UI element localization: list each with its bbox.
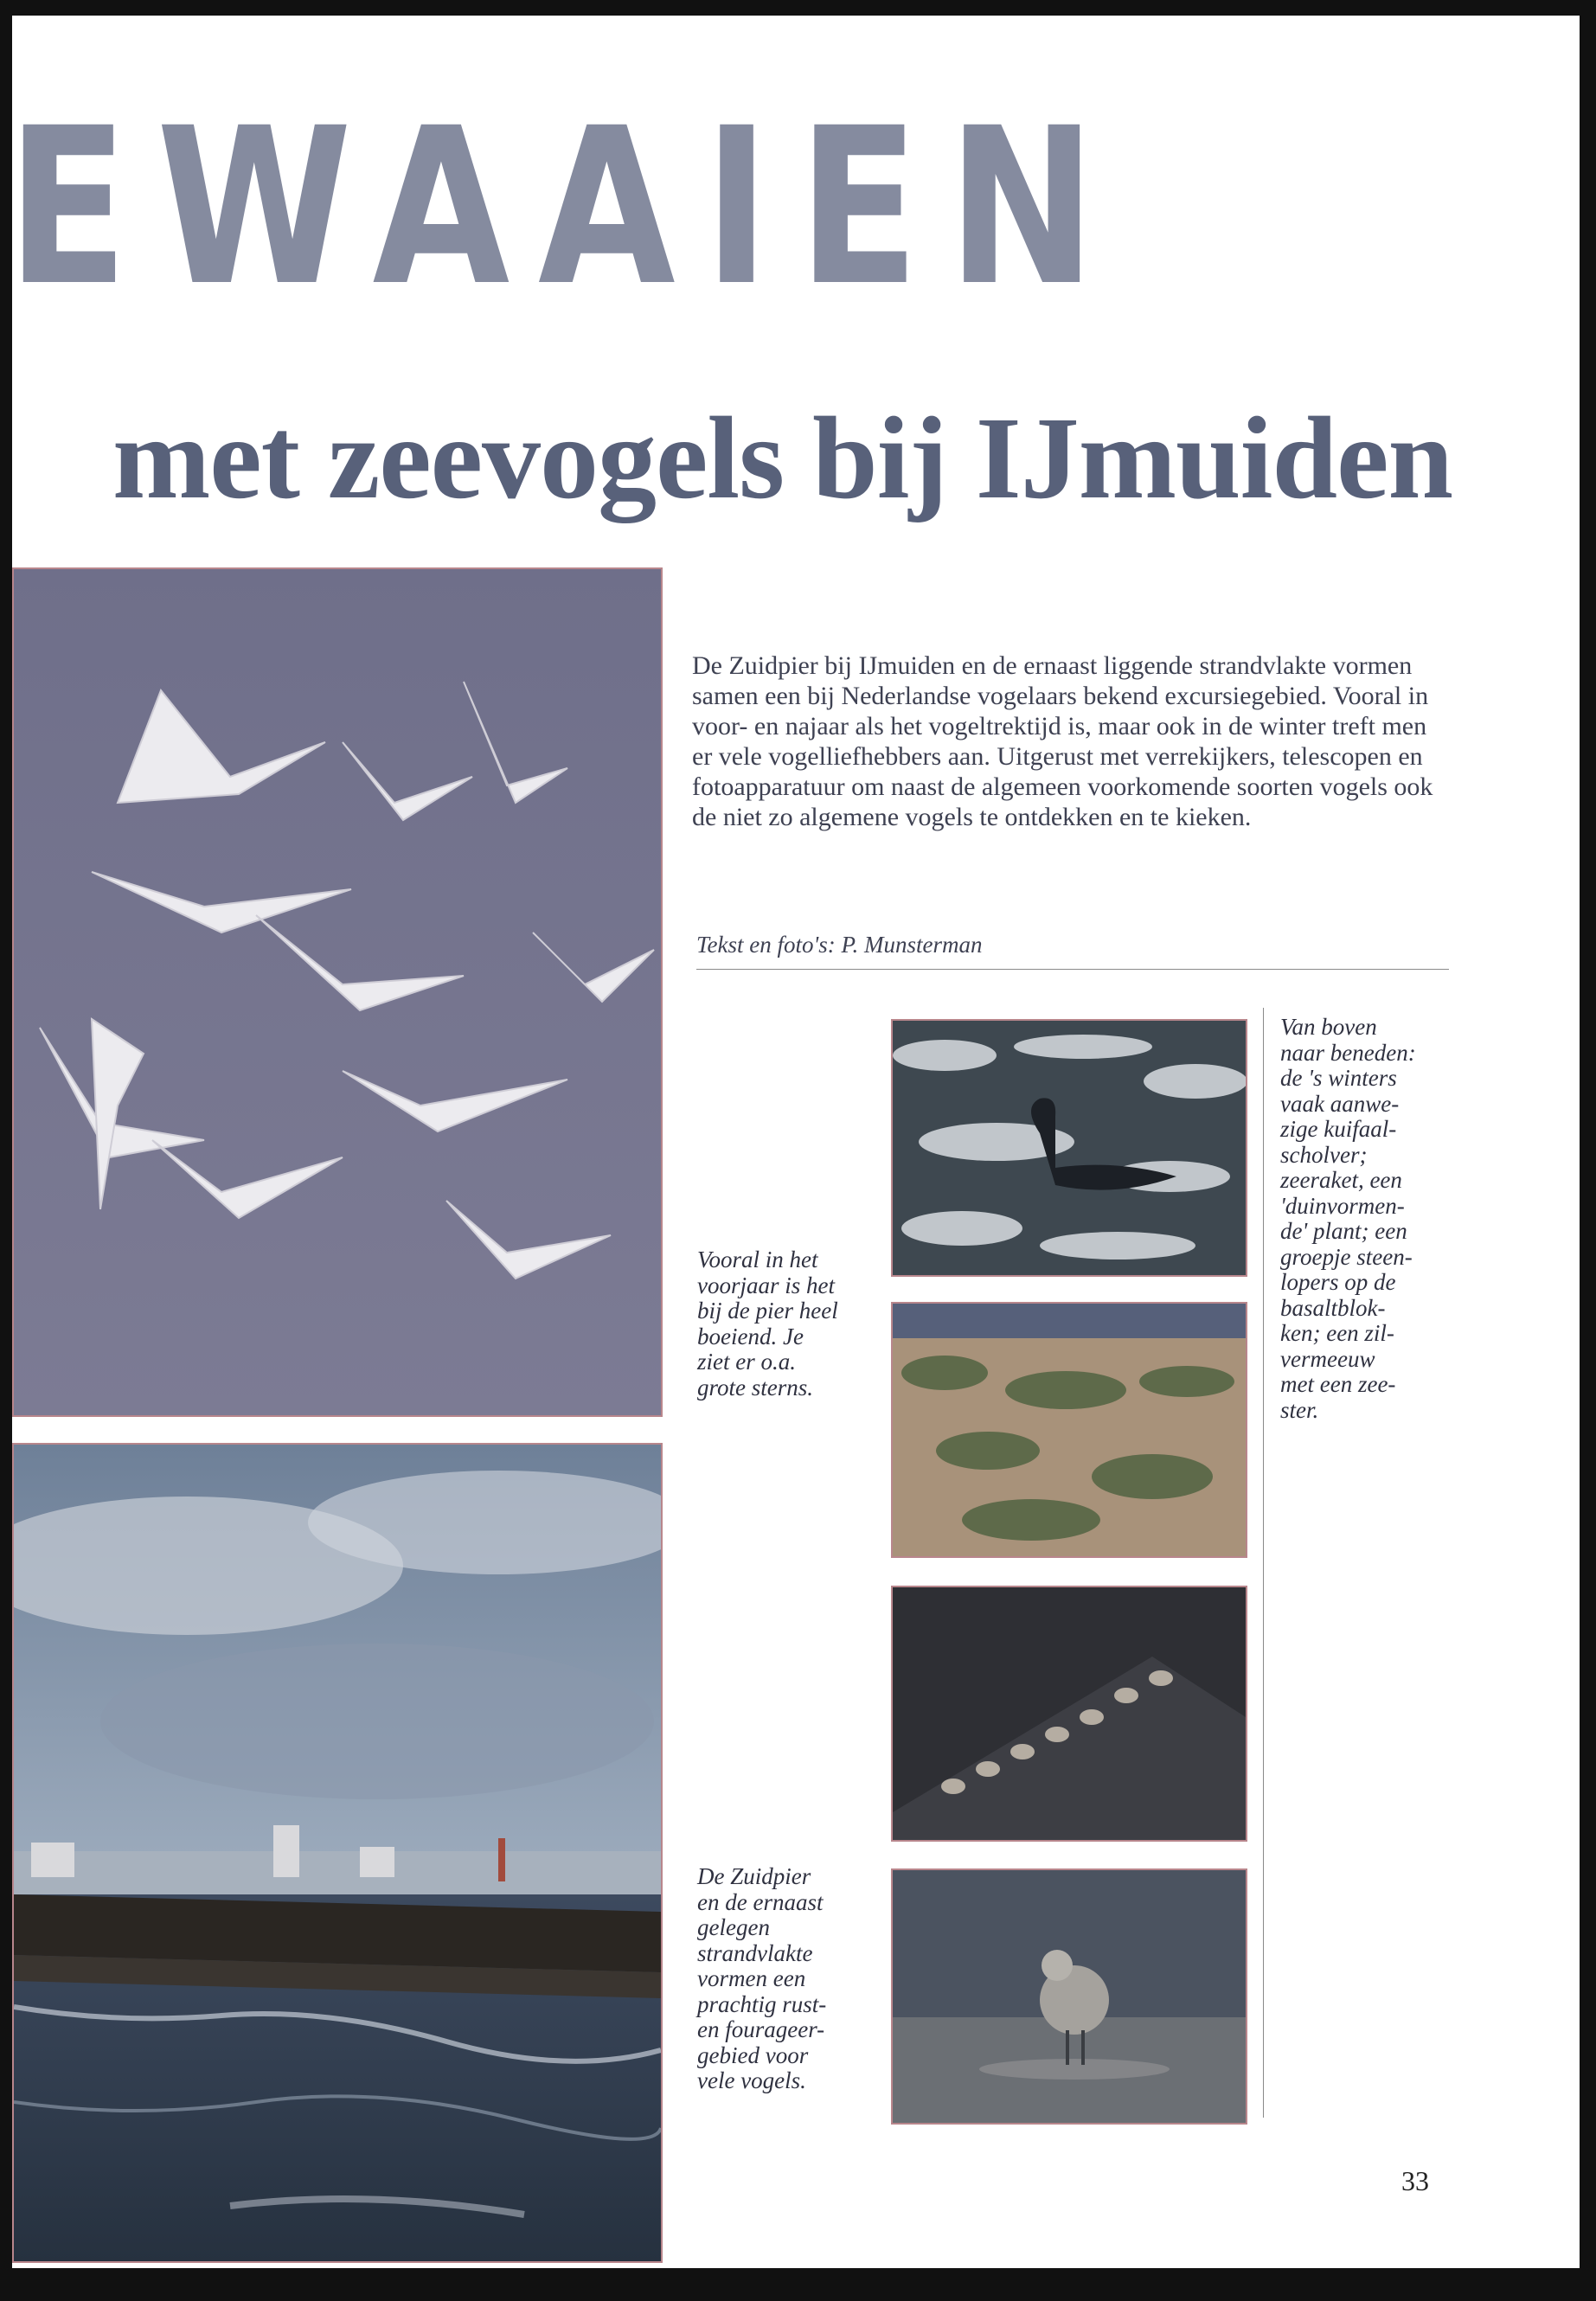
intro-paragraph: De Zuidpier bij IJmuiden en de ernaast liggende strandvlakte vormen samen een bij Nederlandse vogelaars bekend excursiegebied. Vooral in voor- en najaar als het vogeltrektijd is, maar ook in de winter treft men er vele vogelliefhebbers aan. Uitgerust met verrekijkers, telescopen en fotoapparatuur om naast de algemeen voorkomende soorten vogels ook de niet zo algemene vogels te ontdekken en te kieken.	[692, 651, 1433, 831]
caption-right: Van boven naar beneden: de 's winters vaak aanwe- zige kuifaal- scholver; zeeraket, een 'duinvormen- de' plant; een groepje steen- lopers op de basaltblok- ken; een zil- vermeeuw met een zee- ster.	[1280, 1014, 1416, 1423]
photo-dune-plant	[891, 1302, 1247, 1558]
caption-terns: Vooral in het voorjaar is het bij de pier heel boeiend. Je ziet er o.a. grote sterns.	[697, 1247, 838, 1400]
page-number: 33	[1401, 2165, 1429, 2196]
caption-pier: De Zuidpier en de ernaast gelegen strandvlakte vormen een prachtig rust- en fourageer- gebied voor vele vogels.	[697, 1863, 827, 2093]
photo-turnstones	[891, 1586, 1247, 1842]
photo-pier	[12, 1443, 663, 2263]
article-subtitle: met zeevogels bij IJmuiden	[112, 394, 1453, 523]
scan-border-bottom	[0, 2268, 1596, 2301]
column-divider	[1263, 1008, 1264, 2118]
scan-border-top	[0, 0, 1596, 16]
photo-terns	[12, 567, 663, 1417]
author-credit: Tekst en foto's: P. Munsterman	[696, 932, 1449, 970]
display-title: EWAAIEN	[7, 81, 1125, 333]
photo-cormorant	[891, 1019, 1247, 1277]
scan-border-left	[0, 0, 12, 2301]
photo-gull	[891, 1868, 1247, 2125]
scan-border-right	[1580, 0, 1596, 2301]
